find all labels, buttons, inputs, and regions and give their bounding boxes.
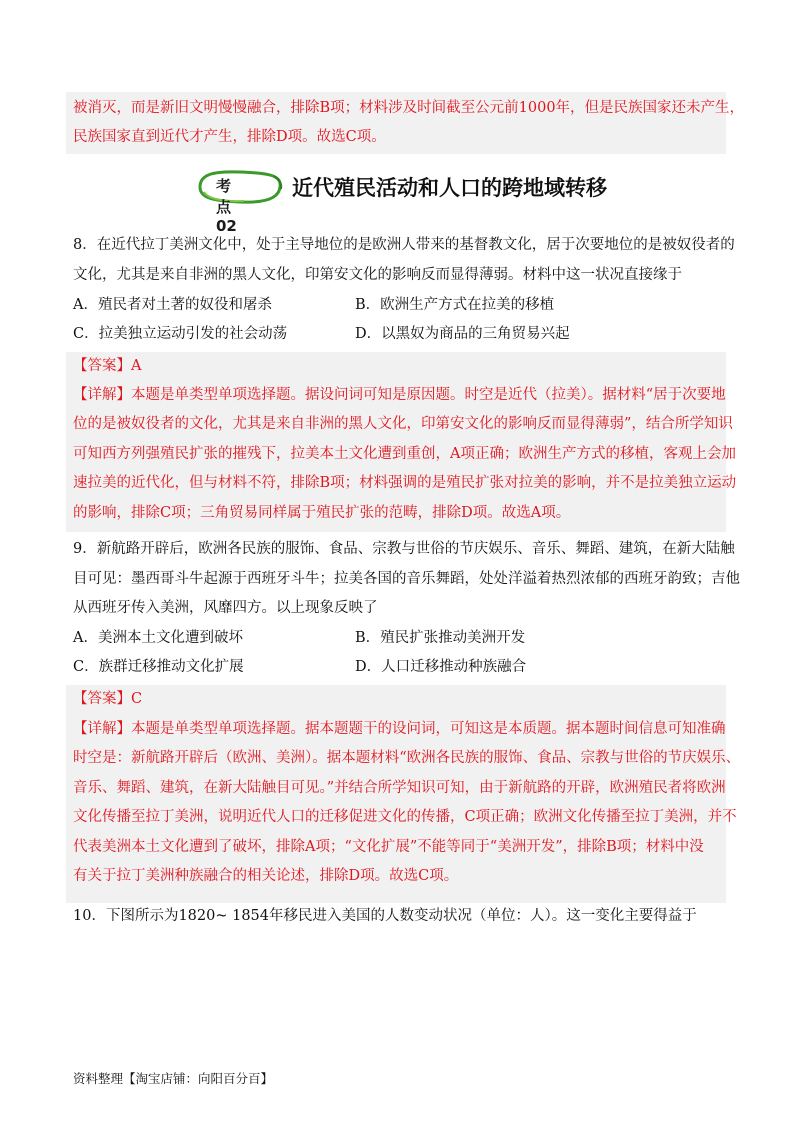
question-10-stem: 10．下图所示为1820~ 1854年移民进入美国的人数变动状况（单位：人）。这一变化主要得益于 bbox=[73, 908, 697, 924]
detail-line: 有关于拉丁美洲种族融合的相关论述，排除D项。故选C项。 bbox=[73, 868, 459, 884]
detail-line: 的影响，排除C项；三角贸易同样属于殖民扩张的范畴，排除D项。故选A项。 bbox=[73, 505, 571, 521]
answer-label: 【答案】A bbox=[73, 358, 142, 374]
detail-line: 音乐、舞蹈、建筑，在新大陆触目可见。”并结合所学知识可知，由于新航路的开辟，欧洲殖民者将欧洲 bbox=[73, 780, 726, 796]
section-badge-icon bbox=[194, 168, 286, 206]
detail-line: 时空是：新航路开辟后（欧洲、美洲）。据本题材料“欧洲各民族的服饰、食品、宗教与世俗的节庆娱乐、 bbox=[73, 750, 741, 766]
detail-line: 可知西方列强殖民扩张的摧残下，拉美本土文化遭到重创，A项正确；欧洲生产方式的移植，客观上会加 bbox=[73, 446, 736, 462]
detail-line: 文化传播至拉丁美洲，说明近代人口的迁移促进文化的传播，C项正确；欧洲文化传播至拉丁美洲，并不 bbox=[73, 809, 737, 825]
detail-line: 位的是被奴役者的文化，尤其是来自非洲的黑人文化，印第安文化的影响反而显得薄弱”，结合所学知识 bbox=[73, 416, 733, 432]
question-9-stem: 9．新航路开辟后，欧洲各民族的服饰、食品、宗教与世俗的节庆娱乐、音乐、舞蹈、建筑，在新大陆触 bbox=[73, 541, 735, 557]
question-9-stem: 从西班牙传入美洲，风靡四方。以上现象反映了 bbox=[73, 600, 378, 616]
option-b: B．欧洲生产方式在拉美的移植 bbox=[355, 297, 555, 313]
answer-label: 【答案】C bbox=[73, 691, 143, 707]
question-9-stem: 目可见：墨西哥斗牛起源于西班牙斗牛；拉美各国的音乐舞蹈，处处洋溢着热烈浓郁的西班牙韵致；吉他 bbox=[73, 571, 740, 587]
detail-line: 【详解】本题是单类型单项选择题。据本题题干的设问词，可知这是本质题。据本题时间信息可知准确 bbox=[73, 721, 726, 737]
detail-line: 代表美洲本土文化遭到了破坏，排除A项；“文化扩展”不能等同于“美洲开发”，排除B项；材料中没 bbox=[73, 839, 704, 855]
section-badge: 考点02 bbox=[216, 177, 237, 235]
option-d: D．人口迁移推动种族融合 bbox=[355, 659, 527, 675]
section-title: 近代殖民活动和人口的跨地域转移 bbox=[292, 176, 607, 200]
question-8-stem: 8．在近代拉丁美洲文化中，处于主导地位的是欧洲人带来的基督教文化，居于次要地位的是被奴役者的 bbox=[73, 237, 735, 253]
option-d: D．以黑奴为商品的三角贸易兴起 bbox=[355, 326, 570, 342]
detail-line: 【详解】本题是单类型单项选择题。据设问词可知是原因题。时空是近代（拉美）。据材料“居于次要地 bbox=[73, 387, 726, 403]
option-b: B．殖民扩张推动美洲开发 bbox=[355, 630, 526, 646]
option-a: A．美洲本土文化遭到破坏 bbox=[73, 630, 243, 646]
question-8-stem: 文化，尤其是来自非洲的黑人文化，印第安文化的影响反而显得薄弱。材料中这一状况直接缘于 bbox=[73, 267, 682, 283]
detail-line: 民族国家直到近代才产生，排除D项。故选C项。 bbox=[73, 129, 386, 145]
option-a: A．殖民者对土著的奴役和屠杀 bbox=[73, 297, 272, 313]
detail-line: 速拉美的近代化，但与材料不符，排除B项；材料强调的是殖民扩张对拉美的影响，并不是拉美独立运动 bbox=[73, 475, 737, 491]
option-c: C．族群迁移推动文化扩展 bbox=[73, 659, 244, 675]
option-c: C．拉美独立运动引发的社会动荡 bbox=[73, 326, 288, 342]
page-footer: 资料整理【淘宝店铺：向阳百分百】 bbox=[73, 1071, 274, 1086]
detail-line: 被消灭，而是新旧文明慢慢融合，排除B项；材料涉及时间截至公元前1000年，但是民族国家还未产生， bbox=[73, 100, 745, 116]
